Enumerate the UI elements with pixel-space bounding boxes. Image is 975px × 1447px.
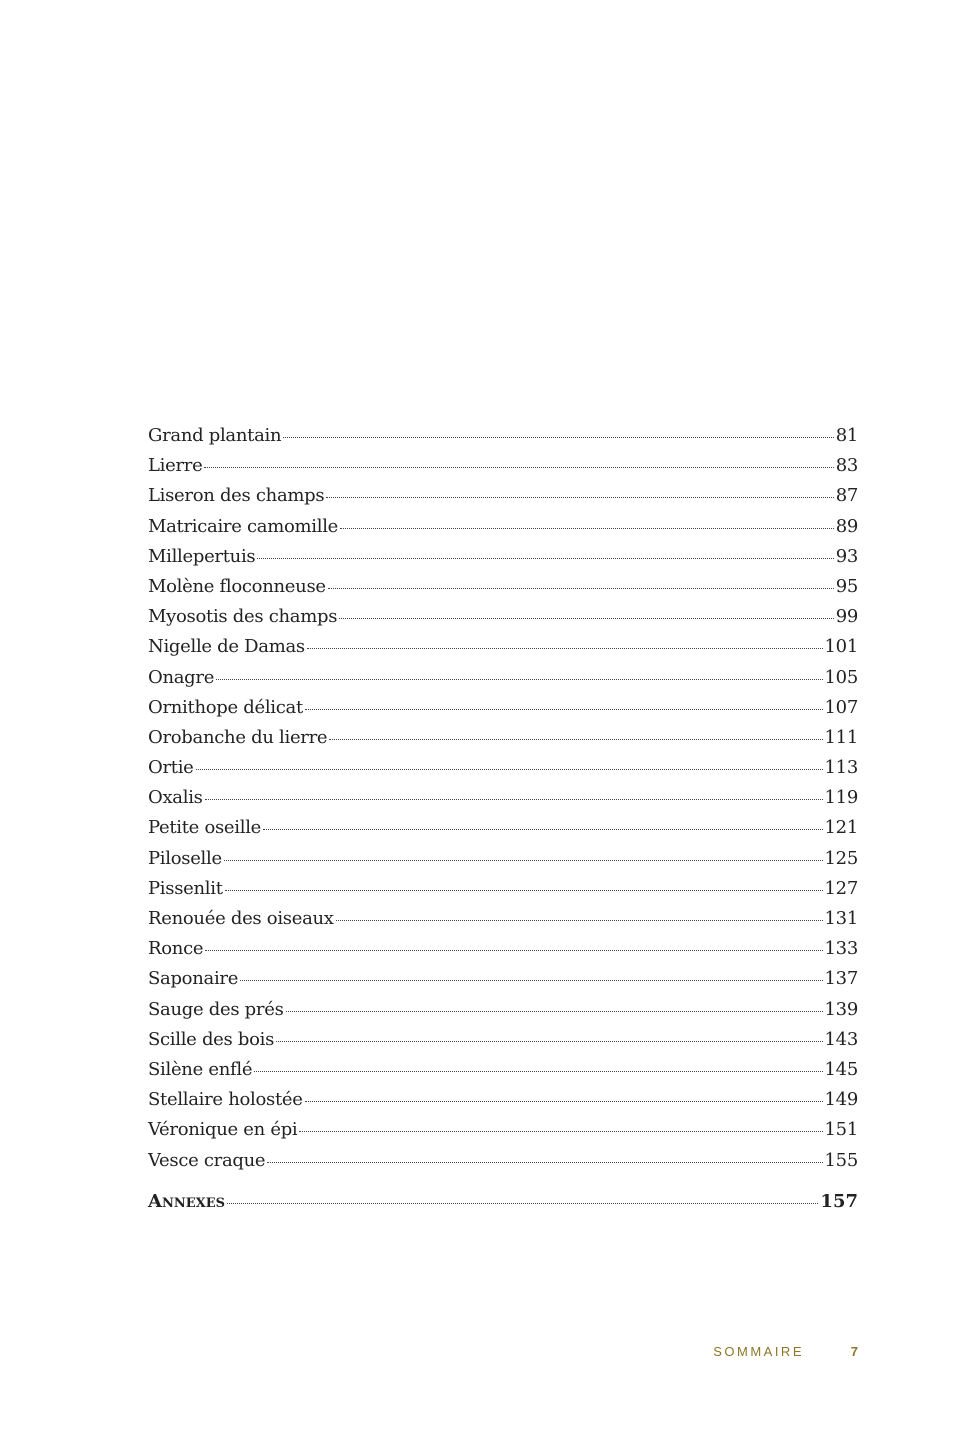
toc-entry-page: 121	[824, 817, 858, 839]
toc-entry-title: Molène floconneuse	[148, 575, 326, 597]
page-number: 7	[850, 1344, 858, 1359]
toc-entry-page: 127	[824, 877, 858, 899]
toc-entry[interactable]	[148, 576, 858, 606]
toc-entry-title: Onagre	[148, 666, 215, 688]
toc-entry-title: Ortie	[148, 757, 194, 779]
toc-entry-title: Véronique en épi	[148, 1119, 298, 1141]
toc-entry-title: Ornithope délicat	[148, 696, 303, 718]
toc-entry-title: Vesce craque	[148, 1149, 266, 1171]
toc-entry-page: 95	[835, 575, 858, 597]
dot-leader	[196, 769, 823, 770]
toc-entry-title: Renouée des oiseaux	[148, 908, 334, 929]
table-of-contents	[148, 425, 858, 1221]
dot-leader	[240, 980, 822, 981]
toc-entry-page: 151	[824, 1119, 858, 1141]
dot-leader	[204, 467, 833, 468]
toc-entry-page: 133	[824, 938, 858, 960]
toc-entry[interactable]	[148, 757, 858, 787]
dot-leader	[299, 1131, 822, 1132]
dot-leader	[276, 1041, 822, 1042]
dot-leader	[216, 679, 822, 680]
toc-entry-page: 143	[824, 1028, 858, 1050]
toc-entry-page: 101	[824, 636, 858, 658]
toc-entry[interactable]	[148, 878, 858, 908]
toc-entry[interactable]	[148, 667, 858, 697]
toc-entry[interactable]	[148, 697, 858, 727]
dot-leader	[225, 890, 823, 891]
toc-entry[interactable]	[148, 848, 858, 878]
toc-entry[interactable]	[148, 1119, 858, 1149]
toc-entry[interactable]	[148, 455, 858, 485]
dot-leader	[205, 950, 822, 951]
toc-entry[interactable]	[148, 485, 858, 515]
running-footer-label: SOMMAIRE	[713, 1344, 804, 1359]
toc-entry[interactable]	[148, 968, 858, 998]
toc-section-title: Annexes	[148, 1190, 226, 1212]
toc-entry-page: 93	[835, 545, 858, 567]
dot-leader	[328, 588, 834, 589]
toc-entry-page: 139	[824, 998, 858, 1020]
toc-entry-title: Stellaire holostée	[148, 1089, 303, 1111]
toc-entry[interactable]	[148, 908, 858, 938]
toc-entry-title: Grand plantain	[148, 425, 282, 446]
toc-section-page: 157	[820, 1190, 858, 1212]
toc-entry-page: 107	[824, 696, 858, 718]
toc-entry-title: Nigelle de Damas	[148, 636, 305, 658]
toc-entry[interactable]	[148, 636, 858, 666]
dot-leader	[257, 558, 833, 559]
toc-entry[interactable]	[148, 938, 858, 968]
toc-entry-page: 83	[835, 455, 858, 477]
toc-entry-page: 113	[824, 757, 858, 779]
toc-entry-page: 105	[824, 666, 858, 688]
toc-entry-title: Oxalis	[148, 787, 203, 809]
toc-entry-page: 137	[824, 968, 858, 990]
toc-entry[interactable]	[148, 1089, 858, 1119]
toc-entry-page: 99	[835, 606, 858, 628]
toc-entry-title: Petite oseille	[148, 817, 262, 839]
toc-section-annexes[interactable]	[148, 1191, 858, 1221]
dot-leader	[339, 618, 834, 619]
toc-entry-page: 131	[824, 908, 858, 929]
toc-entry-page: 125	[824, 847, 858, 869]
toc-entry[interactable]	[148, 727, 858, 757]
toc-entry-title: Matricaire camomille	[148, 515, 339, 537]
toc-entry[interactable]	[148, 1059, 858, 1089]
toc-entry-title: Pissenlit	[148, 877, 223, 899]
dot-leader	[205, 799, 823, 800]
dot-leader	[307, 648, 823, 649]
toc-entry[interactable]	[148, 1150, 858, 1180]
toc-entry[interactable]	[148, 516, 858, 546]
toc-entry[interactable]	[148, 787, 858, 817]
dot-leader	[283, 437, 833, 438]
toc-entry-title: Scille des bois	[148, 1028, 275, 1050]
toc-entry-title: Lierre	[148, 455, 203, 477]
dot-leader	[336, 920, 823, 921]
toc-entry[interactable]	[148, 546, 858, 576]
dot-leader	[326, 497, 833, 498]
toc-entry-page: 87	[835, 485, 858, 507]
toc-entry-title: Sauge des prés	[148, 998, 284, 1020]
toc-entry-title: Myosotis des champs	[148, 606, 338, 628]
toc-entry[interactable]	[148, 817, 858, 847]
dot-leader	[263, 829, 823, 830]
toc-entry-page: 111	[824, 726, 858, 748]
dot-leader	[329, 739, 822, 740]
toc-entry-title: Piloselle	[148, 847, 222, 869]
dot-leader	[305, 1101, 823, 1102]
toc-entry-page: 81	[835, 425, 858, 446]
dot-leader	[254, 1071, 822, 1072]
toc-entry-page: 145	[824, 1058, 858, 1080]
dot-leader	[227, 1203, 818, 1204]
toc-entry-title: Saponaire	[148, 968, 239, 990]
toc-entry-title: Silène enflé	[148, 1058, 253, 1080]
dot-leader	[340, 528, 834, 529]
dot-leader	[305, 709, 823, 710]
toc-entry[interactable]	[148, 1029, 858, 1059]
dot-leader	[267, 1162, 822, 1163]
toc-entry-title: Millepertuis	[148, 545, 256, 567]
toc-entry-title: Ronce	[148, 938, 204, 960]
toc-entry-page: 149	[824, 1089, 858, 1111]
toc-entry-page: 155	[824, 1149, 858, 1171]
toc-entry-title: Orobanche du lierre	[148, 726, 328, 748]
toc-entry-title: Liseron des champs	[148, 485, 325, 507]
toc-entry-page: 119	[824, 787, 858, 809]
toc-entry[interactable]	[148, 425, 858, 455]
toc-entry[interactable]	[148, 999, 858, 1029]
dot-leader	[224, 860, 823, 861]
toc-entry-page: 89	[835, 515, 858, 537]
toc-entry[interactable]	[148, 606, 858, 636]
dot-leader	[286, 1011, 823, 1012]
